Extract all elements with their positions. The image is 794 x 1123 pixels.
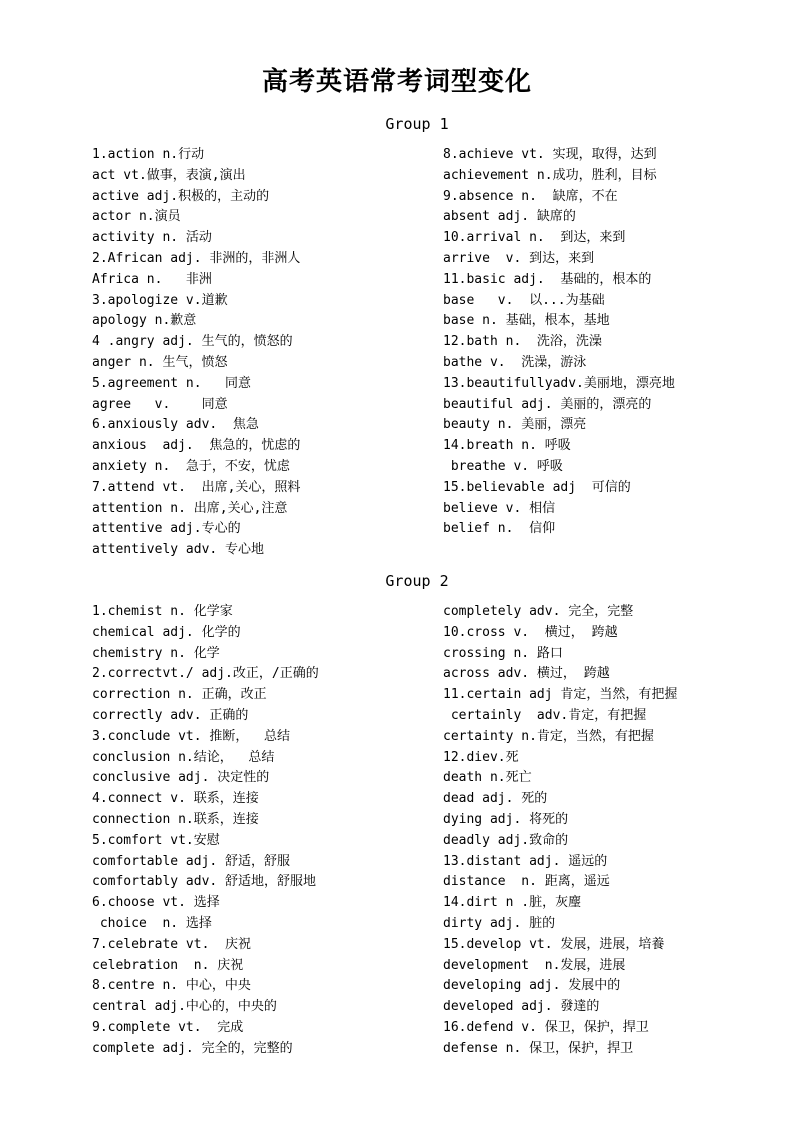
word-entry: conclusion n.结论， 总结 [92,749,275,765]
word-entry: complete adj. 完全的，完整的 [92,1040,293,1056]
word-entry: 14.breath n. 呼吸 [443,438,571,454]
word-entry: certainly adv.肯定，有把握 [443,707,647,723]
word-entry: Africa n. 非洲 [92,271,212,287]
word-entry: attentively adv. 专心地 [92,542,265,558]
word-entry: comfortable adj. 舒适，舒服 [92,853,291,869]
word-entry: 1.action n.行动 [92,147,205,162]
word-entry: anxious adj. 焦急的，忧虑的 [92,438,301,454]
word-entry: 1.chemist n. 化学家 [92,604,233,619]
group-1-heading: Group 1 [385,115,449,133]
group-2-left-column [92,602,319,1060]
word-entry: 9.absence n. 缺席，不在 [443,188,618,204]
word-entry: 14.dirt n .脏，灰麈 [443,895,582,911]
word-entry: conclusive adj. 决定性的 [92,770,270,786]
word-entry: activity n. 活动 [92,230,212,246]
word-entry: beauty n. 美丽，漂亮 [443,417,587,433]
word-entry: actor n.演员 [92,209,181,225]
group-2-right-column [443,602,677,1060]
group-2-heading: Group 2 [385,572,449,590]
word-entry: defense n. 保卫，保护，捍卫 [443,1040,634,1056]
word-entry: across adv. 横过， 跨越 [443,666,610,682]
word-entry: achievement n.成功，胜利，目标 [443,167,657,183]
word-entry: chemical adj. 化学的 [92,624,241,640]
word-entry: arrive v. 到达，来到 [443,250,595,266]
word-entry: act vt.做事，表演,演出 [92,167,246,183]
word-entry: 3.conclude vt. 推断， 总结 [92,728,291,744]
page-title: 高考英语常考词型变化 [261,67,532,97]
word-entry: 7.attend vt. 出席,关心，照料 [92,479,301,495]
word-entry: correction n. 正确，改正 [92,687,267,703]
word-entry: completely adv. 完全，完整 [443,604,634,619]
word-entry: choice n. 选择 [92,915,212,931]
word-entry: 11.basic adj. 基础的，根本的 [443,271,652,287]
group-1-left-column [92,145,300,561]
word-entry: 8.centre n. 中心，中央 [92,978,251,994]
word-entry: anxiety n. 急于，不安，忧虑 [92,458,290,474]
word-entry: 9.complete vt. 完成 [92,1019,244,1035]
word-entry: central adj.中心的，中央的 [92,999,277,1015]
word-entry: active adj.积极的，主动的 [92,188,270,204]
group-1-right-column [443,145,675,540]
word-entry: 11.certain adj 肯定，当然，有把握 [443,687,678,703]
word-entry: attention n. 出席,关心,注意 [92,500,288,516]
word-entry: 4.connect v. 联系，连接 [92,791,259,807]
word-entry: believe v. 相信 [443,500,556,516]
word-entry: 13.beautifullyadv.美丽地，漂亮地 [443,375,675,391]
word-entry: 6.anxiously adv. 焦急 [92,417,259,433]
word-entry: 2.African adj. 非洲的，非洲人 [92,250,301,266]
word-entry: certainty n.肯定，当然，有把握 [443,728,654,744]
word-entry: dirty adj. 脏的 [443,915,556,931]
word-entry: deadly adj.致命的 [443,832,569,848]
word-entry: absent adj. 缺席的 [443,209,576,225]
word-entry: base v. 以...为基础 [443,292,605,308]
word-entry: attentive adj.专心的 [92,521,241,537]
word-entry: development n.发展，进展 [443,957,626,973]
word-entry: breathe v. 呼吸 [443,458,563,474]
word-entry: 6.choose vt. 选择 [92,895,220,911]
word-entry: belief n. 信仰 [443,521,556,537]
word-entry: developed adj. 發達的 [443,999,600,1015]
word-entry: 10.cross v. 横过， 跨越 [443,624,618,640]
word-entry: anger n. 生气，愤怒 [92,354,228,370]
word-entry: 13.distant adj. 遥远的 [443,853,608,869]
word-entry: distance n. 距离，遥远 [443,874,610,890]
word-entry: comfortably adv. 舒适地，舒服地 [92,874,317,890]
word-entry: connection n.联系，连接 [92,811,259,827]
word-entry: developing adj. 发展中的 [443,978,621,994]
word-entry: crossing n. 路口 [443,645,563,661]
word-entry: base n. 基础，根本，基地 [443,313,610,329]
word-entry: 4 .angry adj. 生气的，愤怒的 [92,334,293,350]
word-entry: 5.agreement n. 同意 [92,375,252,391]
word-entry: 15.believable adj 可信的 [443,479,631,495]
word-entry: dead adj. 死的 [443,791,548,807]
word-entry: 15.develop vt. 发展，进展，培養 [443,936,665,952]
word-entry: bathe v. 洗澡，游泳 [443,354,587,370]
word-entry: 16.defend v. 保卫，保护，捍卫 [443,1019,649,1035]
word-entry: 12.diev.死 [443,749,519,765]
word-entry: 7.celebrate vt. 庆祝 [92,936,252,952]
word-entry: 10.arrival n. 到达，来到 [443,230,626,246]
word-entry: chemistry n. 化学 [92,645,220,661]
word-entry: 12.bath n. 洗浴，洗澡 [443,334,602,350]
word-entry: 8.achieve vt. 实现，取得，达到 [443,147,657,162]
word-entry: celebration n. 庆祝 [92,957,244,973]
word-entry: 2.correctvt./ adj.改正，/正确的 [92,666,319,682]
word-entry: apology n.歉意 [92,313,197,329]
word-entry: dying adj. 将死的 [443,811,569,827]
word-entry: correctly adv. 正确的 [92,707,249,723]
word-entry: 5.comfort vt.安慰 [92,832,220,848]
word-entry: 3.apologize v.道歉 [92,292,228,308]
word-entry: death n.死亡 [443,770,532,786]
word-entry: beautiful adj. 美丽的，漂亮的 [443,396,652,412]
word-entry: agree v. 同意 [92,396,228,412]
